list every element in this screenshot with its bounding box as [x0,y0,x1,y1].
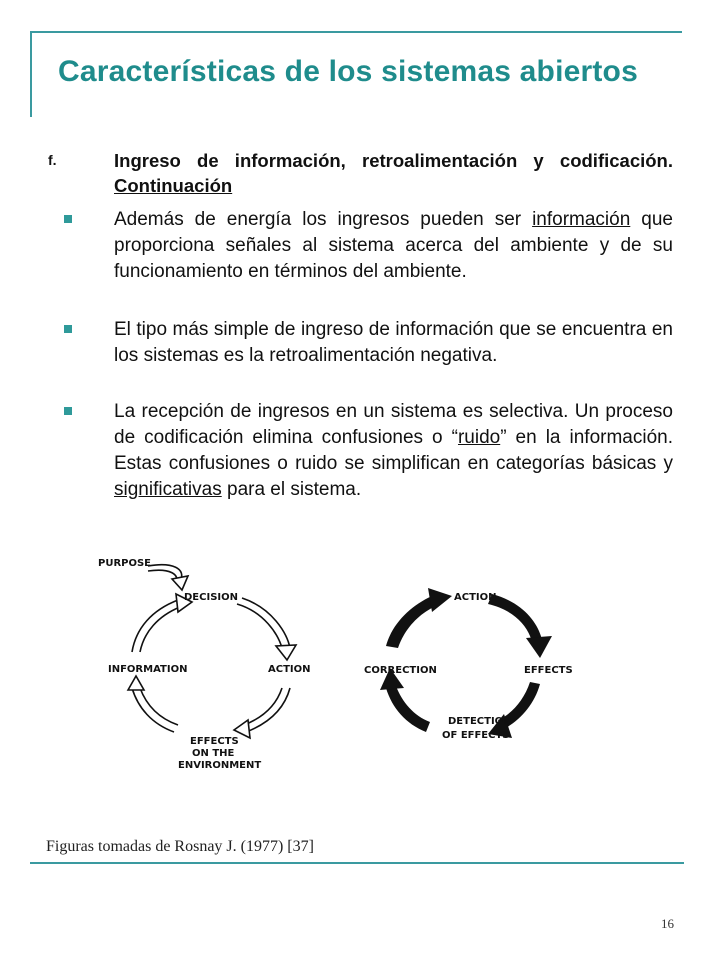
arc-decision-action [242,598,290,648]
label-effects-line1: EFFECTS [190,736,239,747]
bullet-text-part: que proporciona señales al sistema acerca del ambiente y de su funcionamiento en términos del ambiente. [114,209,673,282]
bullet-underlined-term: información [532,209,631,230]
label-effects: EFFECTS [524,665,573,676]
bullet-underlined-term: ruido [457,427,501,448]
bullet-text-part: para el sistema. [221,479,362,500]
label-action: ACTION [268,664,311,675]
label-decision: DECISION [184,592,238,603]
heading-continuation: Continuación [114,175,233,196]
label-detection-line1: DETECTION [448,716,512,727]
bullet-text [114,399,673,503]
bullet-item [48,317,673,369]
page-number: 16 [661,916,674,931]
label-detection-line2: OF EFFECTS [442,730,510,741]
frame-bottom-rule [30,862,684,864]
label-action: ACTION [454,592,497,603]
arc-detection-correction [386,686,430,732]
heading-text [114,148,673,198]
bullet-item [48,399,673,503]
label-correction: CORRECTION [364,665,437,676]
bullet-text-part: La recepción de ingresos en un sistema es selectiva. Un proceso de codificación elimina confusiones o “ [114,401,673,448]
slide-title: Características de los sistemas abiertos [58,55,638,88]
section-heading [48,148,673,198]
bullet-text [114,317,673,369]
arc-information-decision [132,600,178,652]
bullet-square-icon [64,407,72,415]
heading-label: f. [48,152,57,168]
label-effects-line3: ENVIRONMENT [178,760,262,771]
figure-caption: Figuras tomadas de Rosnay J. (1977) [37] [46,838,314,855]
heading-main: Ingreso de información, retroalimentación y codificación. [114,150,673,171]
bullet-underlined-term: significativas [114,479,222,500]
label-information: INFORMATION [108,664,188,675]
decision-cycle-figure [92,548,342,778]
bullet-text-part: El tipo más simple de ingreso de información que se encuentra en los sistemas es la retroalimentación negativa. [114,319,673,366]
bullet-square-icon [64,325,72,333]
bullet-item [48,207,673,285]
label-purpose: PURPOSE [98,558,152,569]
frame-top-rule [30,31,682,33]
label-effects-line2: ON THE [192,748,235,759]
feedback-cycle-figure [362,572,582,756]
bullet-square-icon [64,215,72,223]
bullet-text-part: ” en la información. Estas confusiones o ruido se simplifican en categorías básicas y [114,427,673,474]
bullet-text-part: Además de energía los ingresos pueden ser [114,209,533,230]
bullet-text [114,207,673,285]
arc-correction-action [386,596,436,648]
frame-left-rule [30,31,32,117]
